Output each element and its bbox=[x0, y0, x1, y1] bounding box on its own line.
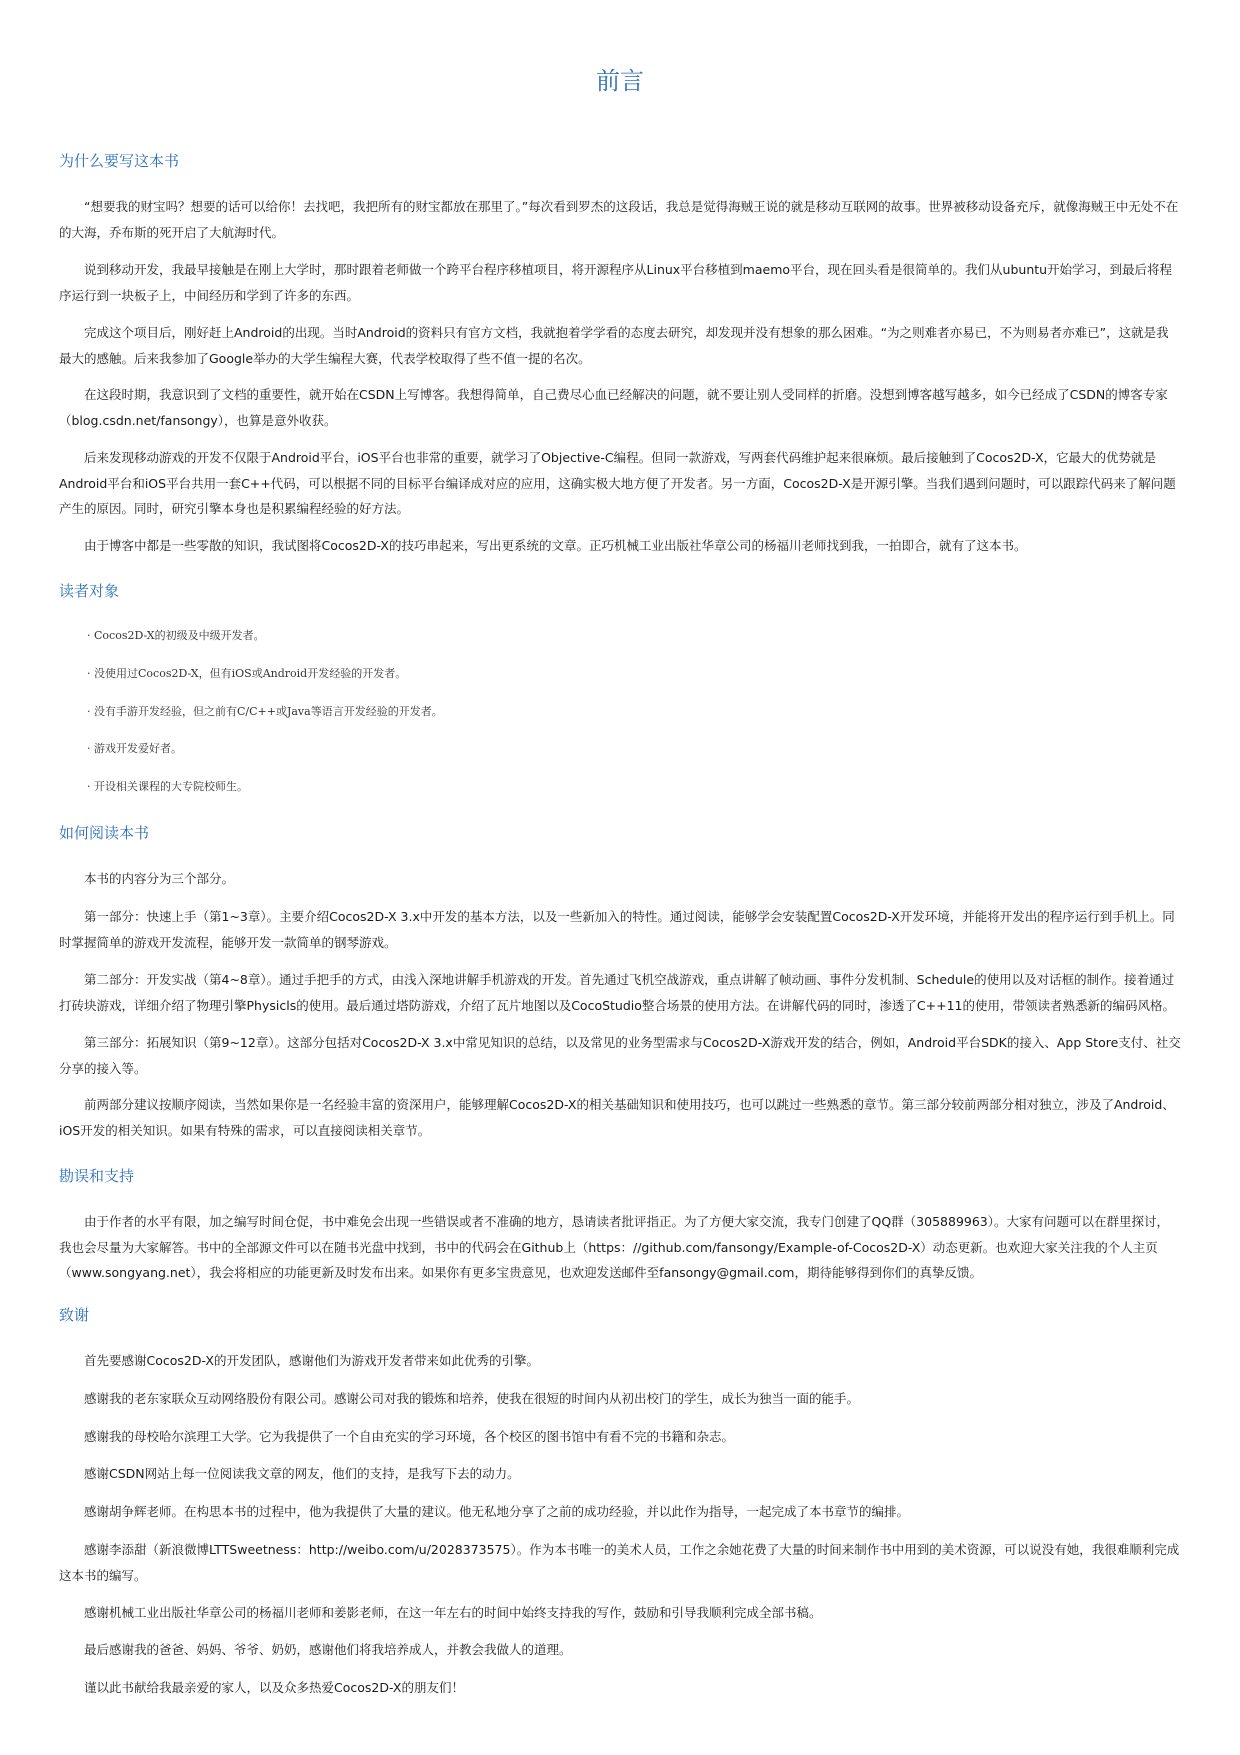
errata-paragraph-1: 由于作者的水平有限，加之编写时间仓促，书中难免会出现一些错误或者不准确的地方，恳请读者批评指正。为了方便大家交流，我专门创建了QQ群（305889963）。大家有问题可以在群里探讨，我也会尽量为大家解答。书中的全部源文件可以在随书光盘中找到，书中的代码会在Github上（https：//github.com/fansongy/Example-of-Cocos2D-X）动态更新。也欢迎大家关注我的个人主页（www.songyang.net），我会将相应的功能更新及时发布出来。如果你有更多宝贵意见，也欢迎发送邮件至fansongy@gmail.com，期待能够得到你们的真挚反馈。 bbox=[59, 1214, 1170, 1280]
thanks-paragraph-2: 感谢我的老东家联众互动网络股份有限公司。感谢公司对我的锻炼和培养，使我在很短的时间内从初出校门的学生，成长为独当一面的能手。 bbox=[84, 1391, 860, 1406]
reader-list-item: · 游戏开发爱好者。 bbox=[87, 742, 182, 755]
thanks-paragraph-8: 最后感谢我的爸爸、妈妈、爷爷、奶奶，感谢他们将我培养成人，并教会我做人的道理。 bbox=[84, 1642, 572, 1657]
reader-list-item: · 没使用过Cocos2D-X，但有iOS或Android开发经验的开发者。 bbox=[87, 667, 407, 680]
section-heading-why: 为什么要写这本书 bbox=[59, 152, 180, 170]
reader-list-item: · Cocos2D-X的初级及中级开发者。 bbox=[87, 629, 265, 642]
thanks-paragraph-9: 谨以此书献给我最亲爱的家人，以及众多热爱Cocos2D-X的朋友们！ bbox=[84, 1680, 464, 1695]
section-heading-readers: 读者对象 bbox=[59, 582, 120, 600]
how-paragraph-3: 第二部分：开发实战（第4~8章）。通过手把手的方式，由浅入深地讲解手机游戏的开发。首先通过飞机空战游戏，重点讲解了帧动画、事件分发机制、Schedule的使用以及对话框的制作。接着通过打砖块游戏，详细介绍了物理引擎Physicls的使用。最后通过塔防游戏，介绍了瓦片地图以及CocoStudio整合场景的使用方法。在讲解代码的同时，渗透了C++11的使用，带领读者熟悉新的编码风格。 bbox=[59, 972, 1175, 1013]
how-paragraph-4: 第三部分：拓展知识（第9~12章）。这部分包括对Cocos2D-X 3.x中常见知识的总结，以及常见的业务型需求与Cocos2D-X游戏开发的结合，例如，Android平台SDK的接入、App Store支付、社交分享的接入等。 bbox=[59, 1035, 1181, 1076]
why-paragraph-4: 在这段时期，我意识到了文档的重要性，就开始在CSDN上写博客。我想得简单，自己费尽心血已经解决的问题，就不要让别人受同样的折磨。没想到博客越写越多，如今已经成了CSDN的博客专家（blog.csdn.net/fansongy），也算是意外收获。 bbox=[59, 387, 1168, 428]
thanks-paragraph-3: 感谢我的母校哈尔滨理工大学。它为我提供了一个自由充实的学习环境，各个校区的图书馆中有看不完的书籍和杂志。 bbox=[84, 1429, 735, 1444]
why-paragraph-6: 由于博客中都是一些零散的知识，我试图将Cocos2D-X的技巧串起来，写出更系统的文章。正巧机械工业出版社华章公司的杨福川老师找到我，一拍即合，就有了这本书。 bbox=[84, 538, 1027, 553]
how-paragraph-1: 本书的内容分为三个部分。 bbox=[84, 871, 235, 886]
why-paragraph-2: 说到移动开发，我最早接触是在刚上大学时，那时跟着老师做一个跨平台程序移植项目，将开源程序从Linux平台移植到maemo平台，现在回头看是很简单的。我们从ubuntu开始学习，到最后将程序运行到一块板子上，中间经历和学到了许多的东西。 bbox=[59, 262, 1173, 303]
why-paragraph-3: 完成这个项目后，刚好赶上Android的出现。当时Android的资料只有官方文档，我就抱着学学看的态度去研究，却发现并没有想象的那么困难。“为之则难者亦易已，不为则易者亦难已”，这就是我最大的感触。后来我参加了Google举办的大学生编程大赛，代表学校取得了些不值一提的名次。 bbox=[59, 325, 1169, 366]
thanks-paragraph-1: 首先要感谢Cocos2D-X的开发团队，感谢他们为游戏开发者带来如此优秀的引擎。 bbox=[84, 1353, 539, 1368]
section-heading-thanks: 致谢 bbox=[59, 1306, 90, 1324]
why-paragraph-5: 后来发现移动游戏的开发不仅限于Android平台，iOS平台也非常的重要，就学习了Objective-C编程。但同一款游戏，写两套代码维护起来很麻烦。最后接触到了Cocos2D-X，它最大的优势就是Android平台和iOS平台共用一套C++代码，可以根据不同的目标平台编译成对应的应用，这确实极大地方便了开发者。另一方面，Cocos2D-X是开源引擎。当我们遇到问题时，可以跟踪代码来了解问题产生的原因。同时，研究引擎本身也是积累编程经验的好方法。 bbox=[59, 450, 1176, 516]
section-heading-errata: 勘误和支持 bbox=[59, 1167, 135, 1185]
page-title: 前言 bbox=[596, 67, 644, 95]
reader-list-item: · 没有手游开发经验，但之前有C/C++或Java等语言开发经验的开发者。 bbox=[87, 705, 443, 718]
thanks-paragraph-4: 感谢CSDN网站上每一位阅读我文章的网友，他们的支持，是我写下去的动力。 bbox=[84, 1466, 520, 1481]
why-paragraph-1: “想要我的财宝吗？想要的话可以给你！去找吧，我把所有的财宝都放在那里了。”每次看到罗杰的这段话，我总是觉得海贼王说的就是移动互联网的故事。世界被移动设备充斥，就像海贼王中无处不在的大海，乔布斯的死开启了大航海时代。 bbox=[59, 199, 1179, 240]
how-paragraph-5: 前两部分建议按顺序阅读，当然如果你是一名经验丰富的资深用户，能够理解Cocos2D-X的相关基础知识和使用技巧，也可以跳过一些熟悉的章节。第三部分较前两部分相对独立，涉及了Android、iOS开发的相关知识。如果有特殊的需求，可以直接阅读相关章节。 bbox=[59, 1097, 1175, 1138]
reader-list-item: · 开设相关课程的大专院校师生。 bbox=[87, 780, 248, 793]
thanks-paragraph-7: 感谢机械工业出版社华章公司的杨福川老师和姜影老师，在这一年左右的时间中始终支持我的写作，鼓励和引导我顺利完成全部书稿。 bbox=[84, 1605, 822, 1620]
how-paragraph-2: 第一部分：快速上手（第1~3章）。主要介绍Cocos2D-X 3.x中开发的基本方法，以及一些新加入的特性。通过阅读，能够学会安装配置Cocos2D-X开发环境，并能将开发出的程序运行到手机上。同时掌握简单的游戏开发流程，能够开发一款简单的钢琴游戏。 bbox=[59, 909, 1175, 950]
section-heading-how: 如何阅读本书 bbox=[59, 824, 150, 842]
thanks-paragraph-6: 感谢李添甜（新浪微博LTTSweetness：http://weibo.com/u/2028373575）。作为本书唯一的美术人员，工作之余她花费了大量的时间来制作书中用到的美术资源，可以说没有她，我很难顺利完成这本书的编写。 bbox=[59, 1542, 1180, 1583]
thanks-paragraph-5: 感谢胡争辉老师。在构思本书的过程中，他为我提供了大量的建议。他无私地分享了之前的成功经验，并以此作为指导，一起完成了本书章节的编排。 bbox=[84, 1504, 910, 1519]
